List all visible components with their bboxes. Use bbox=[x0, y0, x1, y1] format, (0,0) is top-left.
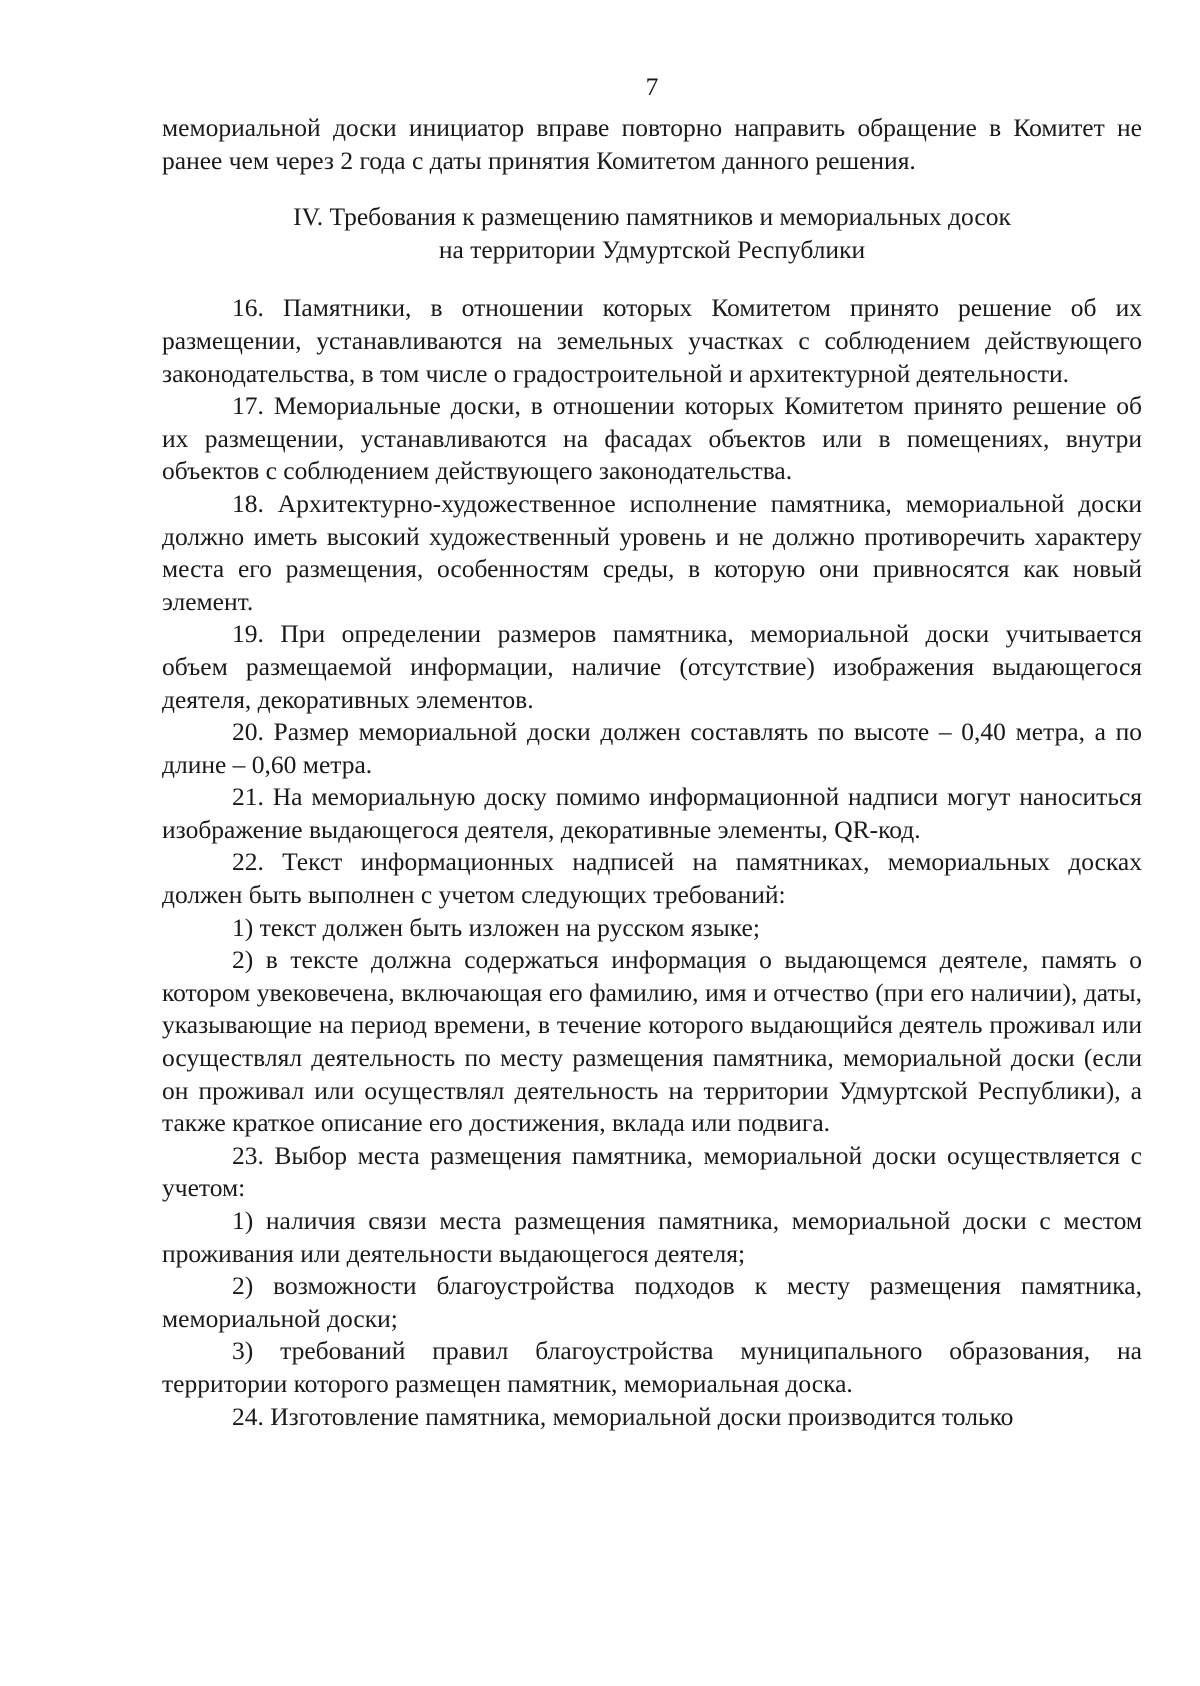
continuation-paragraph: мемориальной доски инициатор вправе повторно направить обращение в Комитет не ранее чем через 2 года с даты принятия Комитетом данного решения. bbox=[162, 113, 1142, 175]
paragraph-22: 22. Текст информационных надписей на памятниках, мемориальных досках должен быть выполнен с учетом следующих требований: bbox=[162, 847, 1142, 910]
paragraph-21: 21. На мемориальную доску помимо информационной надписи могут наноситься изображение выдающегося деятеля, декоративные элементы, QR-код. bbox=[162, 782, 1142, 844]
list-item-22-2: 2) в тексте должна содержаться информация о выдающемся деятеле, память о котором увековечена, включающая его фамилию, имя и отчество (при его наличии), даты, указывающие на период времени, в течение которого выдающийся деятель проживал или осуществлял деятельность по месту размещения памятника, мемориальной доски (если он проживал или осуществлял деятельность на территории Удмуртской Республики), а также краткое описание его достижения, вклада или подвига. bbox=[162, 945, 1142, 1138]
list-item-22-1: 1) текст должен быть изложен на русском языке; bbox=[232, 912, 760, 942]
paragraph-19: 19. При определении размеров памятника, мемориальной доски учитывается объем размещаемой информации, наличие (отсутствие) изображения выдающегося деятеля, декоративных элементов. bbox=[162, 619, 1142, 714]
paragraph-17: 17. Мемориальные доски, в отношении которых Комитетом принято решение об их размещении, устанавливаются на фасадах объектов или в помещениях, внутри объектов с соблюдением действующего законодательства. bbox=[162, 391, 1142, 486]
paragraph-23: 23. Выбор места размещения памятника, мемориальной доски осуществляется с учетом: bbox=[162, 1140, 1142, 1203]
page-number: 7 bbox=[645, 72, 659, 101]
list-item-23-3: 3) требований правил благоустройства муниципального образования, на территории которого размещен памятник, мемориальная доска. bbox=[162, 1336, 1142, 1398]
list-item-23-1: 1) наличия связи места размещения памятника, мемориальной доски с местом проживания или деятельности выдающегося деятеля; bbox=[162, 1206, 1142, 1268]
section-title-line-1: IV. Требования к размещению памятников и мемориальных досок bbox=[293, 202, 1011, 232]
section-title-line-2: на территории Удмуртской Республики bbox=[438, 234, 866, 264]
section-heading bbox=[162, 201, 1142, 266]
spacer bbox=[162, 177, 1142, 201]
paragraph-16: 16. Памятники, в отношении которых Комитетом принято решение об их размещении, устанавливаются на земельных участках с соблюдением действующего законодательства, в том числе о градостроительной и архитектурной деятельности. bbox=[162, 293, 1142, 388]
list-item-23-2: 2) возможности благоустройства подходов к месту размещения памятника, мемориальной доски; bbox=[162, 1271, 1142, 1333]
paragraph-20: 20. Размер мемориальной доски должен составлять по высоте – 0,40 метра, а по длине – 0,60 метра. bbox=[162, 717, 1142, 779]
document-page bbox=[162, 68, 1142, 1433]
paragraph-18: 18. Архитектурно-художественное исполнение памятника, мемориальной доски должно иметь высокий художественный уровень и не должно противоречить характеру места его размещения, особенностям среды, в которую они привносятся как новый элемент. bbox=[162, 488, 1142, 616]
paragraph-24: 24. Изготовление памятника, мемориальной доски производится только bbox=[232, 1401, 1014, 1431]
spacer bbox=[162, 266, 1142, 292]
section-body bbox=[162, 292, 1142, 1433]
